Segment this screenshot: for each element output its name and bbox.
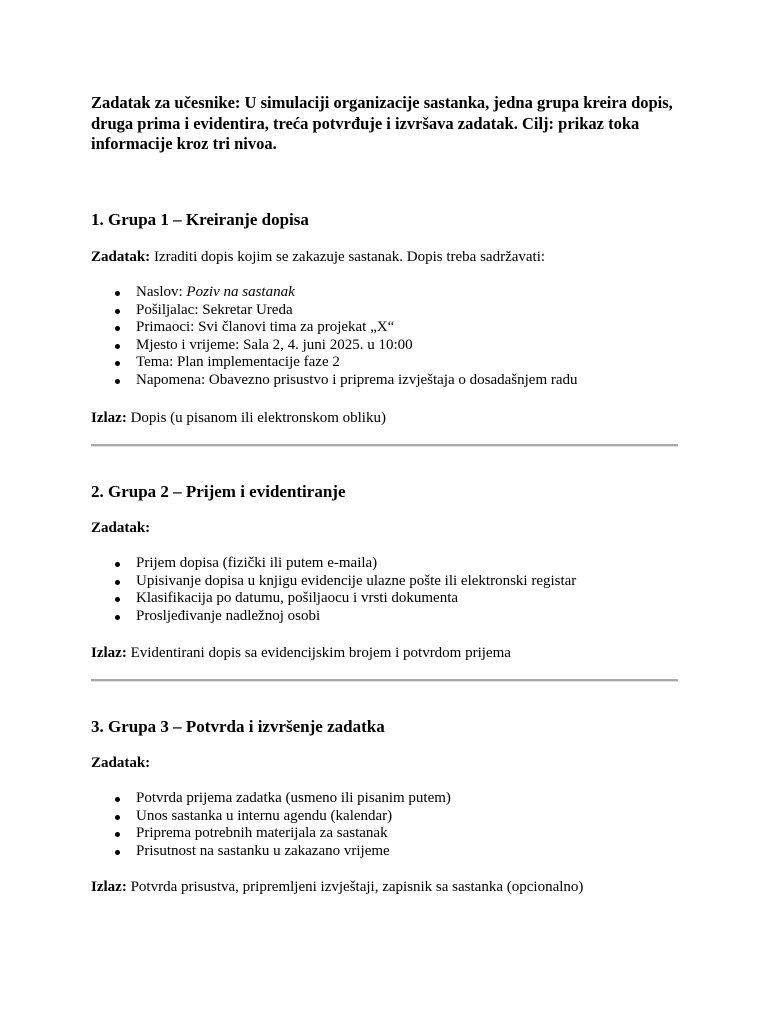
- group1-list: [91, 284, 679, 390]
- group2-output: [91, 644, 679, 662]
- intro-paragraph: Zadatak za učesnike: U simulaciji organizacije sastanka, jedna grupa kreira dopis, druga prima i evidentira, treća potvrđuje i izvršava zadatak. Cilj: prikaz toka informacije kroz tri nivoa.: [91, 93, 673, 153]
- group3-list: [91, 790, 679, 860]
- group2-heading: 2. Grupa 2 – Prijem i evidentiranje: [91, 482, 346, 501]
- group1-output-label: Izlaz:: [91, 410, 127, 426]
- group1-task-text: Izraditi dopis kojim se zakazuje sastanak. Dopis treba sadržavati:: [150, 249, 546, 265]
- list-item: Naslov: Poziv na sastanak: [136, 284, 679, 302]
- list-item: Prijem dopisa (fizički ili putem e-maila): [136, 555, 679, 573]
- section-divider: [91, 444, 678, 447]
- invitation-title: Poziv na sastanak: [186, 284, 295, 300]
- list-item: Tema: Plan implementacije faze 2: [136, 354, 679, 372]
- group1-output: [91, 409, 679, 427]
- list-item: Priprema potrebnih materijala za sastanak: [136, 825, 679, 843]
- list-item: Upisivanje dopisa u knjigu evidencije ulazne pošte ili elektronski registar: [136, 573, 679, 591]
- group3-output-text: Potvrda prisustva, pripremljeni izvještaji, zapisnik sa sastanka (opcionalno): [126, 879, 584, 895]
- group2-task-label: Zadatak:: [91, 520, 151, 536]
- group2-output-text: Evidentirani dopis sa evidencijskim brojem i potvrdom prijema: [126, 645, 511, 661]
- group1-task-label: Zadatak:: [91, 249, 151, 265]
- group1-heading: 1. Grupa 1 – Kreiranje dopisa: [91, 210, 309, 229]
- list-item: Napomena: Obavezno prisustvo i priprema izvještaja o dosadašnjem radu: [136, 372, 679, 390]
- group2-list: [91, 555, 679, 625]
- list-item: Mjesto i vrijeme: Sala 2, 4. juni 2025. u 10:00: [136, 337, 679, 355]
- list-item: Unos sastanka u internu agendu (kalendar): [136, 808, 679, 826]
- group3-output-label: Izlaz:: [91, 879, 127, 895]
- list-item: Primaoci: Svi članovi tima za projekat „X“: [136, 319, 679, 337]
- list-item: Potvrda prijema zadatka (usmeno ili pisanim putem): [136, 790, 679, 808]
- list-item: Klasifikacija po datumu, pošiljaocu i vrsti dokumenta: [136, 590, 679, 608]
- list-item: Prisutnost na sastanku u zakazano vrijeme: [136, 843, 679, 861]
- section-divider: [91, 679, 678, 682]
- group1-task: [91, 248, 679, 266]
- group2-task: [91, 519, 150, 537]
- group2-output-label: Izlaz:: [91, 645, 127, 661]
- group1-output-text: Dopis (u pisanom ili elektronskom obliku): [126, 410, 386, 426]
- group3-output: [91, 878, 679, 896]
- list-item: Prosljeđivanje nadležnoj osobi: [136, 608, 679, 626]
- group3-heading: 3. Grupa 3 – Potvrda i izvršenje zadatka: [91, 717, 385, 736]
- group3-task-label: Zadatak:: [91, 755, 151, 771]
- group3-task: [91, 754, 150, 772]
- list-item: Pošiljalac: Sekretar Ureda: [136, 302, 679, 320]
